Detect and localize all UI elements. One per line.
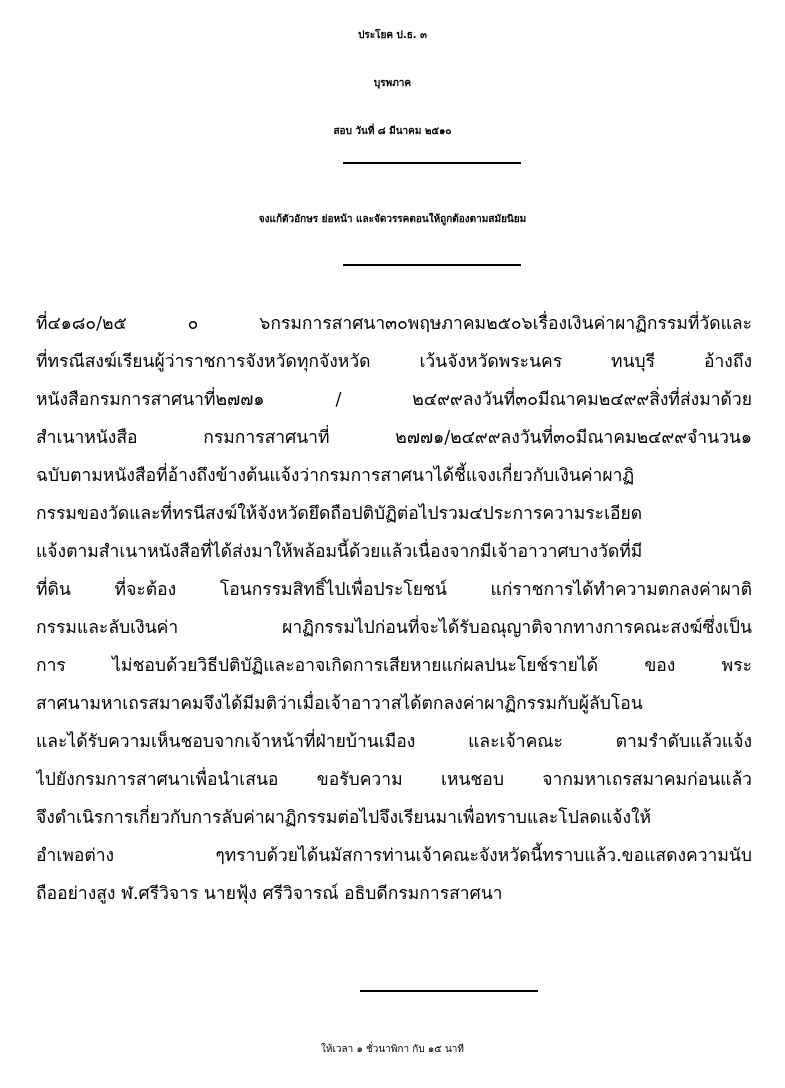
passage-line: หนังสือกรมการสาศนาที่๒๗๗๑ / ๒๔๙๙ลงวันที่๓๐มีณาคม๒๔๙๙สิ่งที่ส่งมาด้วย (36, 390, 752, 410)
exam-title: ประโยค ป.ธ. ๓ (358, 30, 427, 41)
passage-line: ที่ทรณีสงฆ์เรียนผู้ว่าราชการจังหวัดทุกจังหวัด เว้นจังหวัดพระนคร ทนบุรี อ้างถึง (36, 352, 752, 372)
time-allowance: ให้เวลา ๑ ชั่วนาพิกา กับ ๑๕ นาที (321, 1044, 464, 1055)
passage-line: ที่๔๑๘๐/๒๕ ๐ ๖กรมการสาศนา๓๐พฤษภาคม๒๕๐๖เรื่องเงินค่าผาฏิกรรมที่วัดและ (36, 314, 752, 334)
passage-line: อำเพอต่าง ๆทราบด้วยได้นมัสการท่านเจ้าคณะจังหวัดนี้ทราบแล้ว.ขอแสดงความนับ (36, 846, 752, 866)
passage-line: ฉบับตามหนังสือที่อ้างถึงข้างต้นแจ้งว่ากรมการสาศนาได้ชี้แจงเกี่ยวกับเงินค่าผาฏิ (36, 466, 635, 486)
passage-line: แจ้งตามสำเนาหนังสือที่ได้ส่งมาให้พล้อมนี้ด้วยแล้วเนื่องจากมีเจ้าอาวาศบางวัดที่มี (36, 542, 643, 562)
divider-bottom (360, 990, 538, 992)
passage-line: สำเนาหนังสือ กรมการสาศนาที่ ๒๗๗๑/๒๔๙๙ลงวันที่๓๐มีณาคม๒๔๙๙จำนวน๑ (36, 428, 752, 448)
passage-line: จึงดำเนิรการเกี่ยวกับการลับค่าผาฏิกรรมต่อไปจึงเรียนมาเพื่อทราบและโปลดแจ้งให้ (36, 808, 652, 828)
divider-top (343, 162, 521, 164)
passage-line: การ ไม่ชอบด้วยวิธีปติบัฏิและอาจเกิดการเสียหายแก่ผลปนะโยช์รายได้ ของ พระ (36, 656, 752, 676)
passage (36, 305, 752, 913)
exam-date: สอบ วันที่ ๘ มีนาคม ๒๕๑๐ (333, 126, 452, 137)
divider-middle (343, 264, 521, 266)
exam-instruction: จงแก้ตัวอักษร ย่อหน้า และจัดวรรคตอนให้ถูกต้องตามสมัยนิยม (258, 214, 527, 225)
passage-line: และได้รับความเห็นชอบจากเจ้าหน้าที่ฝ่ายบ้านเมือง และเจ้าคณะ ตามรำดับแล้วแจ้ง (36, 732, 752, 752)
passage-line: กรรมของวัดและที่ทรนีสงฆ์ให้จังหวัดยึดถือปติบัฏิต่อไปรวม๔ประการความระเอียด (36, 504, 643, 524)
passage-line: ที่ดิน ที่จะต้อง โอนกรรมสิทธิ์ไปเพื่อประโยชน์ แก่ราชการได้ทำความตกลงค่าผาติ (36, 580, 752, 600)
passage-line: ถืออย่างสูง ฬ.ศรีวิจาร นายฟุ้ง ศรีวิจารณ์ อธิบดีกรมการสาศนา (36, 884, 503, 904)
passage-line: กรรมและลับเงินค่า ผาฏิกรรมไปก่อนที่จะได้รับอณุญาติจากทางการคณะสงฆ์ซึ่งเป็น (36, 618, 752, 638)
passage-line: ไปยังกรมการสาศนาเพื่อนำเสนอ ขอรับความ เหนชอบ จากมหาเถรสมาคมก่อนแล้ว (36, 770, 752, 790)
exam-section: บุรพภาค (373, 78, 412, 89)
passage-line: สาศนามหาเถรสมาคมจึงได้มีมติว่าเมื่อเจ้าอาวาสได้ตกลงค่าผาฏิกรรมกับผู้ลับโอน (36, 694, 643, 714)
